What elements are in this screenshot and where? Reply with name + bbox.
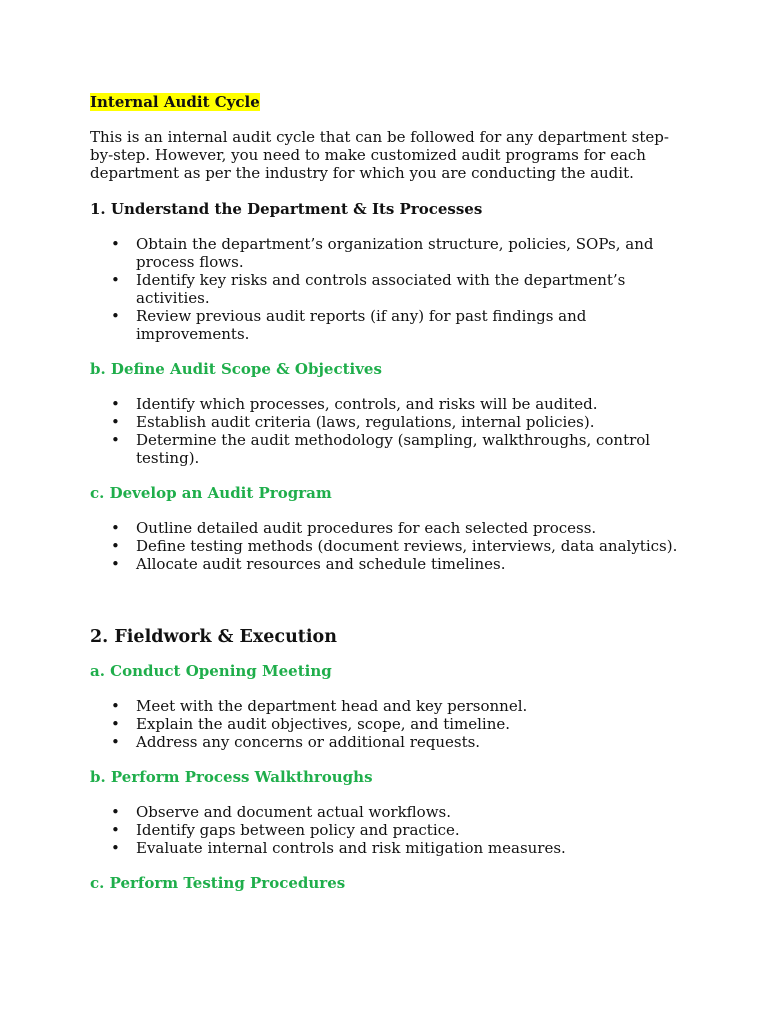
bullet-icon: • <box>111 803 120 821</box>
list-item-text: Obtain the department’s organization structure, policies, SOPs, and process flows. <box>136 235 654 271</box>
document-page <box>90 92 680 893</box>
bullet-icon: • <box>111 555 120 573</box>
subsection-1b-heading: b. Define Audit Scope & Objectives <box>90 360 382 378</box>
list-item-text: Identify gaps between policy and practice. <box>136 821 460 839</box>
list-item <box>90 395 680 413</box>
subsection-2b-bullet-list <box>90 803 680 857</box>
list-item-text: Determine the audit methodology (sampling, walkthroughs, control testing). <box>136 431 651 467</box>
subsection-1c-heading: c. Develop an Audit Program <box>90 484 332 502</box>
bullet-icon: • <box>111 235 120 253</box>
list-item <box>90 715 680 733</box>
bullet-icon: • <box>111 697 120 715</box>
subsection-2b-heading: b. Perform Process Walkthroughs <box>90 768 373 786</box>
list-item-text: Review previous audit reports (if any) for past findings and improvements. <box>136 307 587 343</box>
subsection-2a-heading: a. Conduct Opening Meeting <box>90 662 332 680</box>
bullet-icon: • <box>111 839 120 857</box>
list-item <box>90 413 680 431</box>
list-item <box>90 431 680 467</box>
list-item <box>90 555 680 573</box>
bullet-icon: • <box>111 307 120 325</box>
section-spacer <box>90 573 680 625</box>
list-item <box>90 537 680 555</box>
list-item-text: Observe and document actual workflows. <box>136 803 451 821</box>
list-item-text: Explain the audit objectives, scope, and timeline. <box>136 715 511 733</box>
bullet-icon: • <box>111 715 120 733</box>
section-1-bullet-list <box>90 235 680 343</box>
bullet-icon: • <box>111 413 120 431</box>
list-item <box>90 519 680 537</box>
list-item-text: Address any concerns or additional requests. <box>136 733 481 751</box>
subsection-2a-bullet-list <box>90 697 680 751</box>
bullet-icon: • <box>111 733 120 751</box>
list-item-text: Meet with the department head and key personnel. <box>136 697 528 715</box>
document-title <box>90 92 680 112</box>
list-item <box>90 821 680 839</box>
list-item <box>90 307 680 343</box>
list-item-text: Define testing methods (document reviews, interviews, data analytics). <box>136 537 678 555</box>
list-item-text: Evaluate internal controls and risk mitigation measures. <box>136 839 566 857</box>
bullet-icon: • <box>111 519 120 537</box>
section-1-heading: 1. Understand the Department & Its Processes <box>90 200 483 218</box>
list-item-text: Allocate audit resources and schedule timelines. <box>136 555 506 573</box>
bullet-icon: • <box>111 271 120 289</box>
subsection-1c-bullet-list <box>90 519 680 573</box>
intro-paragraph: This is an internal audit cycle that can be followed for any department step-by-step. However, you need to make customized audit programs for each department as per the industry for which you are conducting the audit. <box>90 128 669 182</box>
list-item <box>90 839 680 857</box>
list-item-text: Establish audit criteria (laws, regulations, internal policies). <box>136 413 595 431</box>
list-item <box>90 803 680 821</box>
list-item-text: Identify key risks and controls associated with the department’s activities. <box>136 271 626 307</box>
subsection-2c-heading: c. Perform Testing Procedures <box>90 874 346 892</box>
list-item-text: Outline detailed audit procedures for each selected process. <box>136 519 597 537</box>
bullet-icon: • <box>111 431 120 449</box>
subsection-1b-bullet-list <box>90 395 680 467</box>
highlighted-title-text: Internal Audit Cycle <box>90 93 260 111</box>
list-item-text: Identify which processes, controls, and risks will be audited. <box>136 395 598 413</box>
list-item <box>90 733 680 751</box>
list-item <box>90 697 680 715</box>
list-item <box>90 235 680 271</box>
bullet-icon: • <box>111 395 120 413</box>
bullet-icon: • <box>111 537 120 555</box>
list-item <box>90 271 680 307</box>
section-2-heading: 2. Fieldwork & Execution <box>90 627 337 647</box>
bullet-icon: • <box>111 821 120 839</box>
